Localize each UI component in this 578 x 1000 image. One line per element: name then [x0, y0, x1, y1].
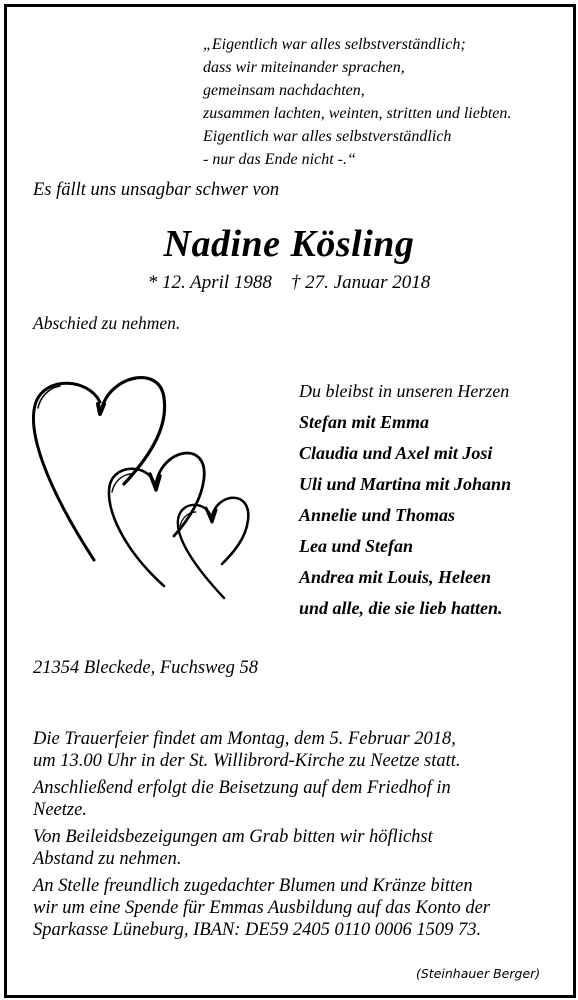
- info-line: um 13.00 Uhr in der St. Willibrord-Kirche zu Neetze statt.: [33, 751, 461, 771]
- funeral-info: [33, 728, 490, 946]
- mourner-name: Andrea mit Louis, Heleen: [299, 567, 492, 587]
- poem: [203, 33, 511, 171]
- mourner-name: Claudia und Axel mit Josi: [299, 443, 493, 463]
- stonemason-signature: (Steinhauer Berger): [416, 966, 541, 981]
- info-line: Anschließend erfolgt die Beisetzung auf dem Friedhof in: [33, 778, 451, 798]
- life-dates: * 12. April 1988 † 27. Januar 2018: [147, 272, 431, 293]
- info-line: Die Trauerfeier findet am Montag, dem 5. Februar 2018,: [33, 729, 456, 749]
- mourners-intro: Du bleibst in unseren Herzen: [299, 381, 510, 401]
- mourner-name: Uli und Martina mit Johann: [299, 474, 512, 494]
- info-line: Sparkasse Lüneburg, IBAN: DE59 2405 0110 0006 1509 73.: [33, 920, 482, 940]
- intro-text: Es fällt uns unsagbar schwer von: [33, 180, 280, 200]
- family-address: 21354 Bleckede, Fuchsweg 58: [33, 658, 259, 678]
- poem-line: dass wir miteinander sprachen,: [203, 59, 405, 76]
- condolences-paragraph: [33, 826, 490, 870]
- deceased-name: Nadine Kösling: [163, 223, 415, 265]
- info-line: Von Beileidsbezeigungen am Grab bitten wir höflichst: [33, 827, 433, 847]
- mourner-name: und alle, die sie lieb hatten.: [299, 598, 503, 618]
- info-line: wir um eine Spende für Emmas Ausbildung auf das Konto der: [33, 898, 491, 918]
- info-line: An Stelle freundlich zugedachter Blumen und Kränze bitten: [33, 876, 473, 896]
- funeral-paragraph: [33, 728, 490, 772]
- info-line: Abstand zu nehmen.: [33, 849, 182, 869]
- mourner-name: Lea und Stefan: [299, 536, 414, 556]
- three-hearts-icon: [28, 368, 258, 608]
- farewell-text: Abschied zu nehmen.: [33, 313, 181, 333]
- mourners-block: [299, 376, 511, 624]
- poem-line: zusammen lachten, weinten, stritten und liebten.: [203, 105, 512, 122]
- poem-line: gemeinsam nachdachten,: [203, 82, 365, 99]
- poem-line: „Eigentlich war alles selbstverständlich;: [203, 36, 466, 53]
- poem-line: Eigentlich war alles selbstverständlich: [203, 128, 452, 145]
- mourner-name: Stefan mit Emma: [299, 412, 430, 432]
- mourner-name: Annelie und Thomas: [299, 505, 456, 525]
- donation-paragraph: [33, 875, 490, 941]
- poem-line: - nur das Ende nicht -.“: [203, 151, 356, 168]
- info-line: Neetze.: [33, 800, 87, 820]
- mourners-names: [299, 407, 511, 624]
- burial-paragraph: [33, 777, 490, 821]
